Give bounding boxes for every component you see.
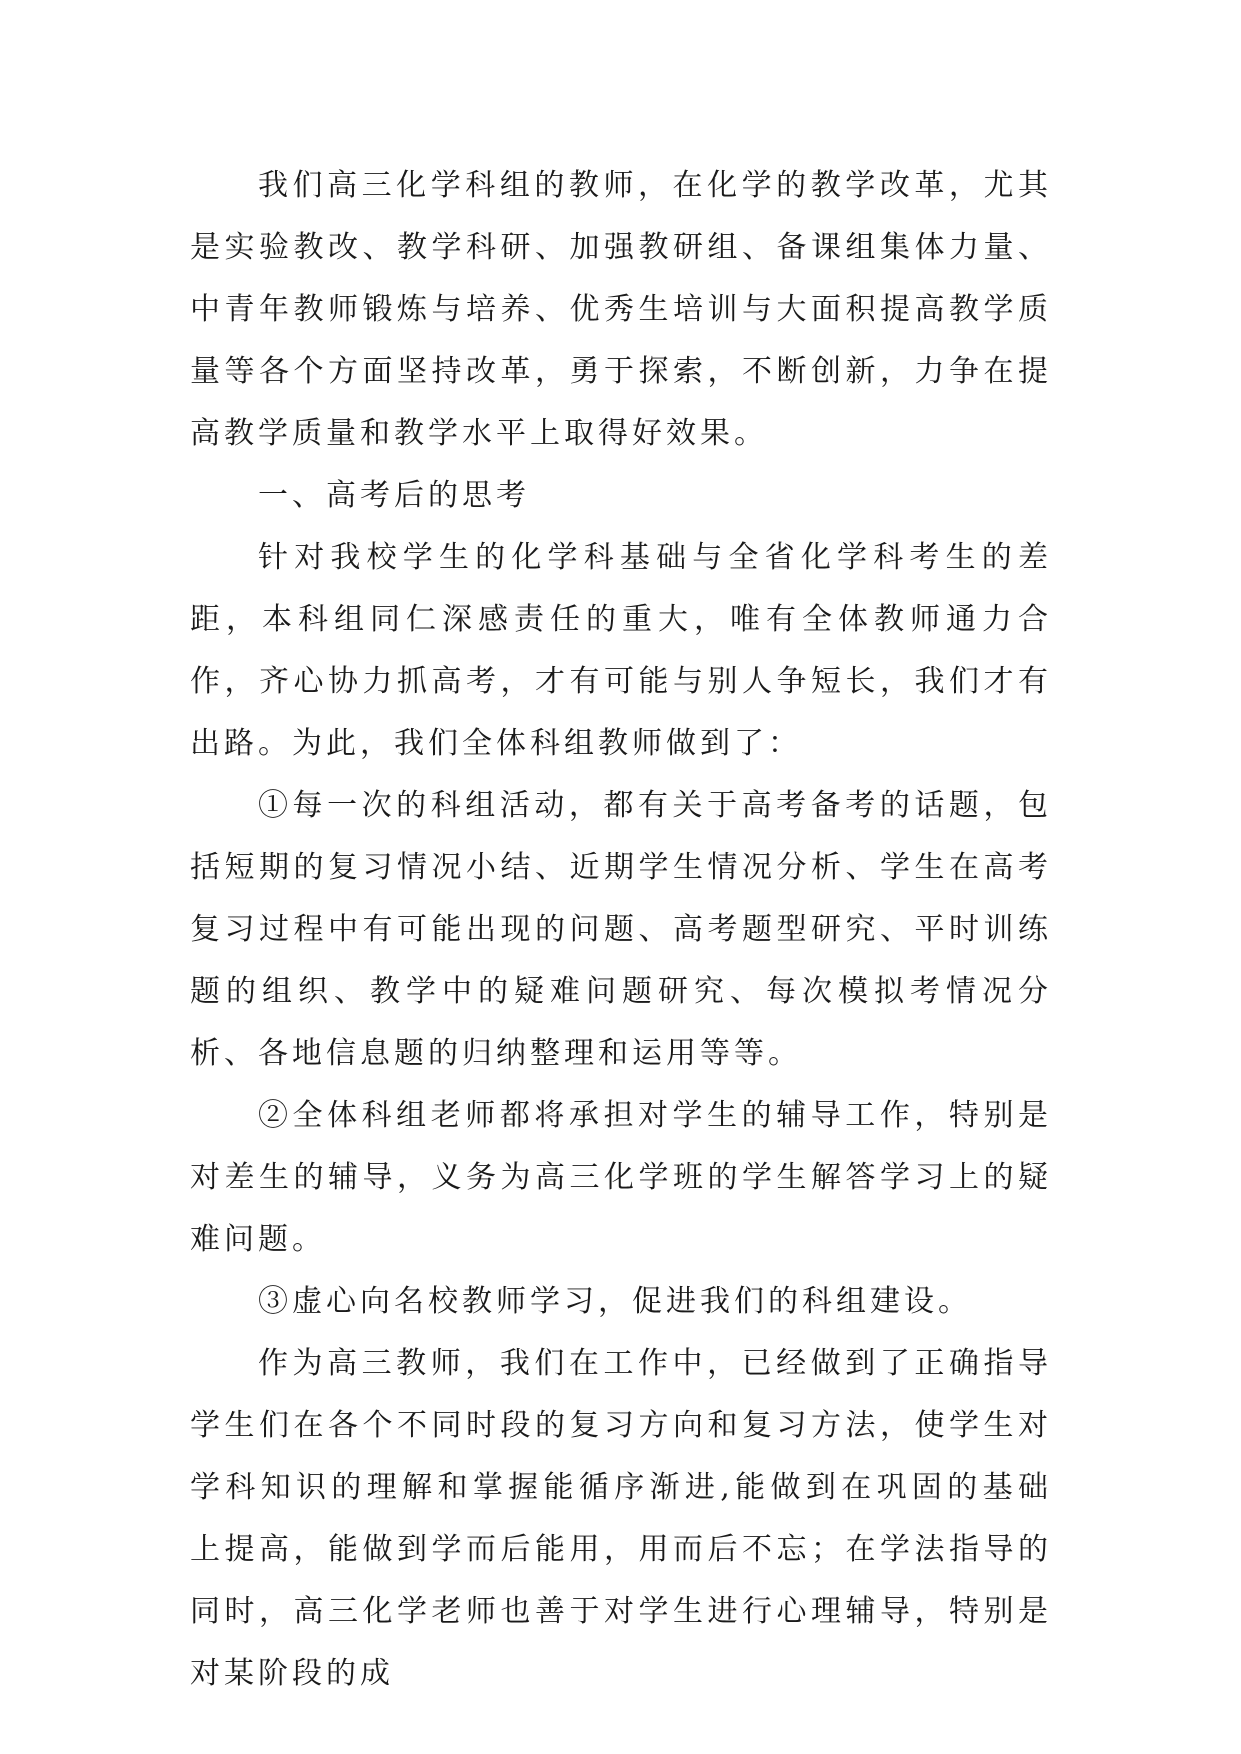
paragraph-gap: 针对我校学生的化学科基础与全省化学科考生的差距，本科组同仁深感责任的重大，唯有全体教师通力合作，齐心协力抓高考，才有可能与别人争短长，我们才有出路。为此，我们全体科组教师做到了： [190,540,1052,761]
list-item-3: ③虚心向名校教师学习，促进我们的科组建设。 [258,1284,972,1319]
list-item-1: ①每一次的科组活动，都有关于高考备考的话题，包括短期的复习情况小结、近期学生情况分析、学生在高考复习过程中有可能出现的问题、高考题型研究、平时训练题的组织、教学中的疑难问题研究、每次模拟考情况分析、各地信息题的归纳整理和运用等等。 [190,788,1052,1071]
section-heading: 一、高考后的思考 [258,478,530,513]
paragraph-teaching: 作为高三教师，我们在工作中，已经做到了正确指导学生们在各个不同时段的复习方向和复习方法，使学生对学科知识的理解和掌握能循序渐进,能做到在巩固的基础上提高，能做到学而后能用，用而后不忘；在学法指导的同时，高三化学老师也善于对学生进行心理辅导，特别是对某阶段的成 [190,1346,1052,1691]
paragraph-intro: 我们高三化学科组的教师，在化学的教学改革，尤其是实验教改、教学科研、加强教研组、备课组集体力量、中青年教师锻炼与培养、优秀生培训与大面积提高教学质量等各个方面坚持改革，勇于探索，不断创新，力争在提高教学质量和教学水平上取得好效果。 [190,168,1052,451]
document-body [190,155,1052,1705]
list-item-2: ②全体科组老师都将承担对学生的辅导工作，特别是对差生的辅导，义务为高三化学班的学生解答学习上的疑难问题。 [190,1098,1052,1257]
